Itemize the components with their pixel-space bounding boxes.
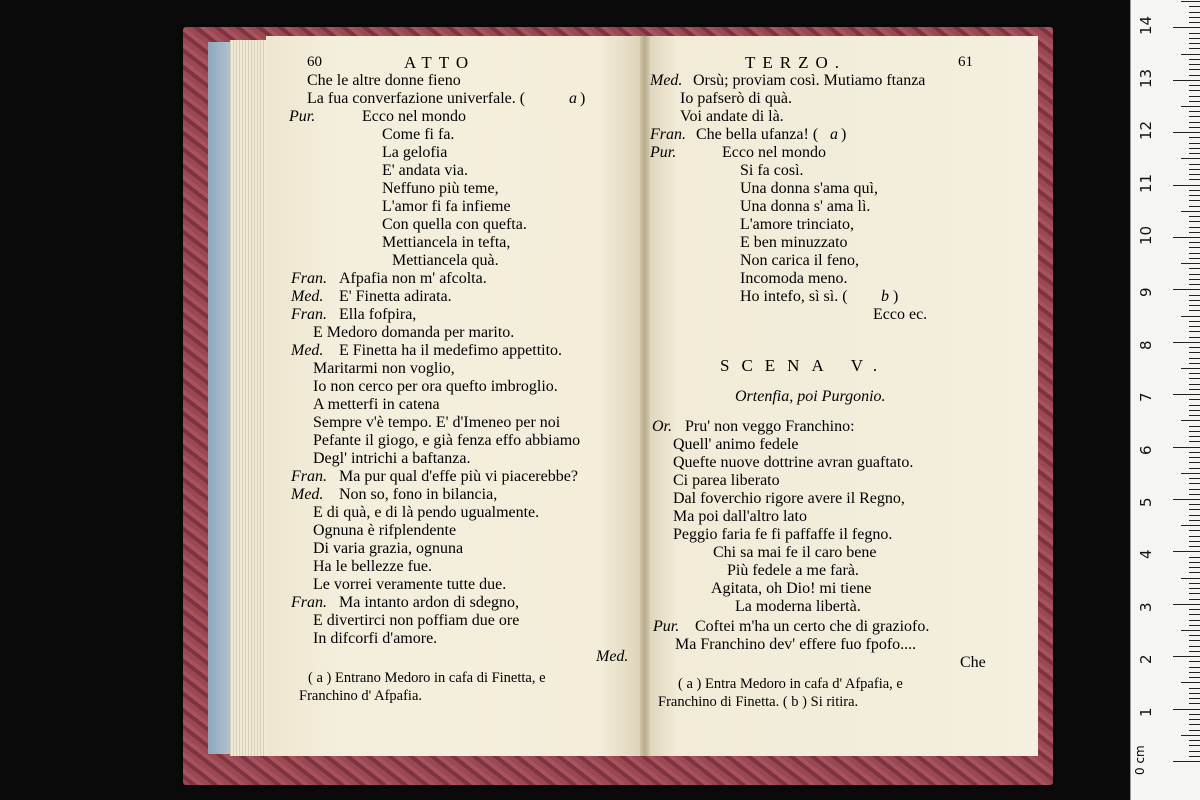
text-line: Una donna s' ama lì. — [740, 198, 871, 215]
ruler-tick — [1189, 724, 1200, 725]
ruler-tick — [1189, 116, 1200, 117]
ruler-tick — [1189, 321, 1200, 322]
ruler-tick — [1189, 583, 1200, 584]
ruler-number: 4 — [1137, 549, 1155, 560]
text-line: L'amore trinciato, — [740, 216, 854, 233]
text-line: E ben minuzzato — [740, 234, 848, 251]
ruler-tick — [1173, 709, 1200, 710]
ruler-tick — [1189, 206, 1200, 207]
ruler-tick — [1189, 216, 1200, 217]
ruler-number: 2 — [1137, 654, 1155, 665]
ruler-tick — [1189, 363, 1200, 364]
footnote-marker-a: a — [830, 126, 838, 143]
ruler-tick — [1189, 688, 1200, 689]
text-line: Pefante il giogo, e già fenza effo abbiamo — [313, 432, 581, 449]
ruler-tick — [1181, 54, 1200, 55]
ruler-number: 10 — [1137, 225, 1155, 245]
text-line: Ella fofpira, — [339, 306, 417, 323]
speaker-label: Fran. — [291, 270, 327, 287]
text-line: Ecco ec. — [873, 306, 928, 323]
ruler-tick — [1189, 6, 1200, 7]
text-line: E di quà, e di là pendo ugualmente. — [313, 504, 540, 521]
text-line: E divertirci non poffiam due ore — [313, 612, 520, 629]
text-line: Mettiancela quà. — [392, 252, 499, 269]
ruler-tick — [1189, 441, 1200, 442]
ruler-tick — [1189, 399, 1200, 400]
ruler-tick — [1189, 90, 1200, 91]
ruler-tick — [1189, 672, 1200, 673]
text-line: Ecco nel mondo — [362, 108, 466, 125]
ruler-tick — [1189, 646, 1200, 647]
ruler-tick — [1189, 609, 1200, 610]
text-line: Più fedele a me farà. — [727, 562, 859, 579]
text-line: Dal foverchio rigore avere il Regno, — [673, 490, 905, 507]
ruler-tick — [1189, 179, 1200, 180]
speaker-label: Fran. — [291, 306, 327, 323]
ruler-tick — [1189, 536, 1200, 537]
text-line: Ma poi dall'altro lato — [673, 508, 807, 525]
measuring-ruler — [1130, 0, 1200, 800]
ruler-number: 8 — [1137, 340, 1155, 350]
text-line: Ha le bellezze fue. — [313, 558, 433, 575]
ruler-tick — [1189, 358, 1200, 359]
ruler-tick — [1181, 473, 1200, 474]
text-line: Una donna s'ama quì, — [740, 180, 878, 197]
footnote-marker-paren: ) — [580, 90, 586, 107]
speaker-label: Med. — [596, 648, 629, 665]
text-line: Di varia grazia, ognuna — [313, 540, 464, 557]
text-line: Non carica il feno, — [740, 252, 860, 269]
speaker-label: Pur. — [653, 618, 680, 635]
ruler-tick — [1181, 263, 1200, 264]
ruler-tick — [1189, 352, 1200, 353]
ruler-tick — [1189, 389, 1200, 390]
ruler-tick — [1189, 96, 1200, 97]
page-stack-edge — [230, 40, 270, 756]
footnote-line: Franchino d' Afpafia. — [299, 688, 423, 704]
ruler-number: 11 — [1137, 173, 1155, 193]
ruler-tick — [1189, 625, 1200, 626]
text-line: Con quella con quefta. — [382, 216, 527, 233]
text-line: Che le altre donne fieno — [307, 72, 461, 89]
footnote-marker-paren: ) — [841, 126, 847, 143]
ruler-tick — [1181, 578, 1200, 579]
book-gutter — [640, 36, 650, 756]
ruler-tick — [1189, 405, 1200, 406]
speaker-label: Fran. — [291, 468, 327, 485]
scene-title: SCENA V. — [720, 356, 890, 375]
ruler-tick — [1189, 295, 1200, 296]
text-line: Voi andate di là. — [680, 108, 784, 125]
ruler-tick — [1189, 436, 1200, 437]
ruler-tick — [1173, 342, 1200, 343]
ruler-tick — [1189, 373, 1200, 374]
text-line: Sempre v'è tempo. E' d'Imeneo per noi — [313, 414, 561, 431]
ruler-tick — [1181, 420, 1200, 421]
ruler-tick — [1189, 111, 1200, 112]
footnote-marker-paren: ) — [893, 288, 899, 305]
ruler-tick — [1189, 164, 1200, 165]
ruler-tick — [1189, 557, 1200, 558]
ruler-tick — [1189, 740, 1200, 741]
ruler-tick — [1189, 640, 1200, 641]
ruler-tick — [1189, 756, 1200, 757]
ruler-number: 1 — [1137, 707, 1155, 717]
text-line: Orsù; proviam così. Mutiamo ftanza — [693, 72, 926, 89]
ruler-tick — [1189, 48, 1200, 49]
ruler-number: 12 — [1137, 121, 1155, 141]
speaker-label: Ortenfia, poi Purgonio. — [735, 388, 886, 405]
text-line: La gelofia — [382, 144, 448, 161]
text-line: La moderna libertà. — [735, 598, 861, 615]
ruler-tick — [1189, 489, 1200, 490]
footnote-line: Franchino di Finetta. ( b ) Si ritira. — [658, 694, 859, 710]
ruler-tick — [1181, 682, 1200, 683]
ruler-tick — [1189, 714, 1200, 715]
ruler-tick — [1189, 38, 1200, 39]
ruler-tick — [1189, 153, 1200, 154]
ruler-tick — [1189, 520, 1200, 521]
ruler-number: 6 — [1137, 445, 1155, 455]
ruler-tick — [1189, 698, 1200, 699]
text-line: Ognuna è rifplendente — [313, 522, 457, 539]
ruler-tick — [1173, 761, 1200, 762]
ruler-tick — [1189, 588, 1200, 589]
text-line: Agitata, oh Dio! mi tiene — [711, 580, 872, 597]
text-line: E' andata via. — [382, 162, 468, 179]
ruler-tick — [1189, 599, 1200, 600]
ruler-tick — [1189, 426, 1200, 427]
text-line: Incomoda meno. — [740, 270, 848, 287]
ruler-tick — [1189, 75, 1200, 76]
text-line: Quell' animo fedele — [673, 436, 799, 453]
speaker-label: Pur. — [289, 108, 316, 125]
text-line: Degl' intrichi a baftanza. — [313, 450, 471, 467]
ruler-tick — [1189, 232, 1200, 233]
ruler-tick — [1189, 478, 1200, 479]
ruler-tick — [1173, 27, 1200, 28]
text-line: L'amor fi fa infieme — [382, 198, 511, 215]
ruler-tick — [1189, 305, 1200, 306]
ruler-tick — [1189, 310, 1200, 311]
ruler-tick — [1189, 651, 1200, 652]
right-page-header: TERZO. — [745, 53, 847, 72]
ruler-tick — [1189, 195, 1200, 196]
text-line: Che — [960, 654, 986, 671]
ruler-tick — [1189, 530, 1200, 531]
ruler-tick — [1189, 431, 1200, 432]
ruler-tick — [1189, 227, 1200, 228]
text-line: Le vorrei veramente tutte due. — [313, 576, 507, 593]
ruler-tick — [1189, 667, 1200, 668]
ruler-tick — [1189, 693, 1200, 694]
ruler-tick — [1173, 499, 1200, 500]
ruler-tick — [1189, 504, 1200, 505]
speaker-label: Pur. — [650, 144, 677, 161]
ruler-number: 13 — [1137, 68, 1155, 88]
text-line: E Finetta ha il medefimo appettito. — [339, 342, 563, 359]
ruler-tick — [1189, 494, 1200, 495]
ruler-tick — [1189, 258, 1200, 259]
text-line: Io pafserò di quà. — [680, 90, 792, 107]
ruler-tick — [1189, 614, 1200, 615]
text-line: La fua converfazione univerfale. ( — [307, 90, 526, 107]
ruler-tick — [1189, 33, 1200, 34]
ruler-tick — [1189, 703, 1200, 704]
left-page-number: 60 — [307, 54, 322, 70]
ruler-tick — [1189, 635, 1200, 636]
ruler-tick — [1181, 1, 1200, 2]
ruler-tick — [1189, 730, 1200, 731]
speaker-label: Fran. — [291, 594, 327, 611]
ruler-tick — [1189, 22, 1200, 23]
ruler-tick — [1189, 137, 1200, 138]
ruler-tick — [1189, 122, 1200, 123]
ruler-tick — [1173, 656, 1200, 657]
text-line: E Medoro domanda per marito. — [313, 324, 515, 341]
ruler-tick — [1189, 457, 1200, 458]
text-line: Coftei m'ha un certo che di graziofo. — [695, 618, 930, 635]
ruler-tick — [1189, 620, 1200, 621]
ruler-tick — [1189, 331, 1200, 332]
ruler-tick — [1189, 221, 1200, 222]
text-line: Neffuno più teme, — [382, 180, 499, 197]
ruler-tick — [1173, 447, 1200, 448]
ruler-tick — [1173, 394, 1200, 395]
left-page-header: ATTO — [404, 53, 476, 72]
footnote-line: ( a ) Entrano Medoro in cafa di Finetta, e — [308, 670, 546, 686]
ruler-tick — [1189, 101, 1200, 102]
ruler-tick — [1189, 384, 1200, 385]
ruler-tick — [1189, 483, 1200, 484]
text-line: Ho intefo, sì sì. ( — [740, 288, 848, 305]
ruler-tick — [1189, 546, 1200, 547]
ruler-tick — [1189, 719, 1200, 720]
ruler-tick — [1189, 200, 1200, 201]
ruler-tick — [1189, 337, 1200, 338]
ruler-number: 3 — [1137, 602, 1155, 612]
speaker-label: Fran. — [650, 126, 686, 143]
ruler-tick — [1189, 59, 1200, 60]
text-line: Ecco nel mondo — [722, 144, 826, 161]
footnote-marker-a: a — [569, 90, 577, 107]
footnote-line: ( a ) Entra Medoro in cafa d' Afpafia, e — [678, 676, 903, 692]
ruler-tick — [1189, 274, 1200, 275]
ruler-tick — [1189, 347, 1200, 348]
ruler-tick — [1189, 415, 1200, 416]
ruler-tick — [1189, 69, 1200, 70]
ruler-tick — [1181, 106, 1200, 107]
ruler-tick — [1189, 562, 1200, 563]
ruler-tick — [1189, 253, 1200, 254]
ruler-tick — [1189, 279, 1200, 280]
ruler-number: 14 — [1137, 16, 1155, 36]
text-line: Chi sa mai fe il caro bene — [713, 544, 877, 561]
ruler-tick — [1189, 143, 1200, 144]
ruler-tick — [1189, 17, 1200, 18]
ruler-tick — [1189, 12, 1200, 13]
ruler-tick — [1189, 593, 1200, 594]
ruler-number: 5 — [1137, 497, 1155, 507]
ruler-tick — [1189, 43, 1200, 44]
text-line: Si fa così. — [740, 162, 804, 179]
text-line: Ma intanto ardon di sdegno, — [339, 594, 519, 611]
text-line: E' Finetta adirata. — [339, 288, 452, 305]
ruler-tick — [1189, 572, 1200, 573]
ruler-tick — [1189, 745, 1200, 746]
ruler-tick — [1189, 410, 1200, 411]
text-line: Ma Franchino dev' effere fuo fpofo.... — [675, 636, 917, 653]
ruler-tick — [1189, 509, 1200, 510]
right-page-number: 61 — [958, 54, 973, 70]
ruler-tick — [1189, 300, 1200, 301]
ruler-tick — [1173, 604, 1200, 605]
speaker-label: Med. — [291, 288, 324, 305]
ruler-tick — [1173, 237, 1200, 238]
ruler-tick — [1173, 185, 1200, 186]
ruler-tick — [1189, 677, 1200, 678]
ruler-number: 9 — [1137, 287, 1155, 298]
speaker-label: Or. — [652, 418, 673, 435]
ruler-tick — [1189, 190, 1200, 191]
ruler-tick — [1189, 174, 1200, 175]
ruler-tick — [1189, 567, 1200, 568]
ruler-tick — [1173, 80, 1200, 81]
text-line: Quefte nuove dottrine avran guaftato. — [673, 454, 914, 471]
ruler-tick — [1189, 541, 1200, 542]
ruler-tick — [1189, 326, 1200, 327]
text-line: Maritarmi non voglio, — [313, 360, 455, 377]
text-line: Mettiancela in tefta, — [382, 234, 511, 251]
ruler-unit-label: 0 cm — [1133, 745, 1147, 775]
text-line: Ci parea liberato — [673, 472, 780, 489]
ruler-tick — [1189, 452, 1200, 453]
ruler-tick — [1173, 551, 1200, 552]
ruler-tick — [1181, 525, 1200, 526]
ruler-tick — [1189, 268, 1200, 269]
text-line: Non so, fono in bilancia, — [339, 486, 498, 503]
ruler-tick — [1189, 148, 1200, 149]
text-line: Ma pur qual d'effe più vi piacerebbe? — [339, 468, 578, 485]
speaker-label: Med. — [291, 486, 324, 503]
ruler-tick — [1189, 462, 1200, 463]
ruler-tick — [1189, 169, 1200, 170]
ruler-tick — [1189, 127, 1200, 128]
text-line: In difcorfi d'amore. — [313, 630, 438, 647]
ruler-number: 7 — [1137, 392, 1155, 403]
text-line: Pru' non veggo Franchino: — [685, 418, 855, 435]
ruler-tick — [1189, 468, 1200, 469]
ruler-tick — [1181, 630, 1200, 631]
ruler-tick — [1181, 158, 1200, 159]
ruler-tick — [1189, 85, 1200, 86]
ruler-tick — [1181, 735, 1200, 736]
ruler-tick — [1189, 242, 1200, 243]
ruler-tick — [1173, 132, 1200, 133]
speaker-label: Med. — [650, 72, 683, 89]
footnote-marker-b: b — [881, 288, 889, 305]
speaker-label: Med. — [291, 342, 324, 359]
ruler-tick — [1189, 64, 1200, 65]
ruler-tick — [1189, 515, 1200, 516]
ruler-tick — [1189, 284, 1200, 285]
ruler-tick — [1181, 368, 1200, 369]
ruler-tick — [1181, 211, 1200, 212]
ruler-tick — [1189, 247, 1200, 248]
ruler-tick — [1189, 751, 1200, 752]
text-line: Io non cerco per ora quefto imbroglio. — [313, 378, 558, 395]
text-line: Afpafia non m' afcolta. — [339, 270, 487, 287]
ruler-tick — [1181, 316, 1200, 317]
text-line: Peggio faria fe fi paffaffe il fegno. — [673, 526, 893, 543]
ruler-tick — [1189, 378, 1200, 379]
text-line: Che bella ufanza! ( — [696, 126, 819, 143]
ruler-tick — [1173, 289, 1200, 290]
text-line: Come fi fa. — [382, 126, 455, 143]
ruler-tick — [1189, 661, 1200, 662]
text-line: A metterfi in catena — [313, 396, 440, 413]
